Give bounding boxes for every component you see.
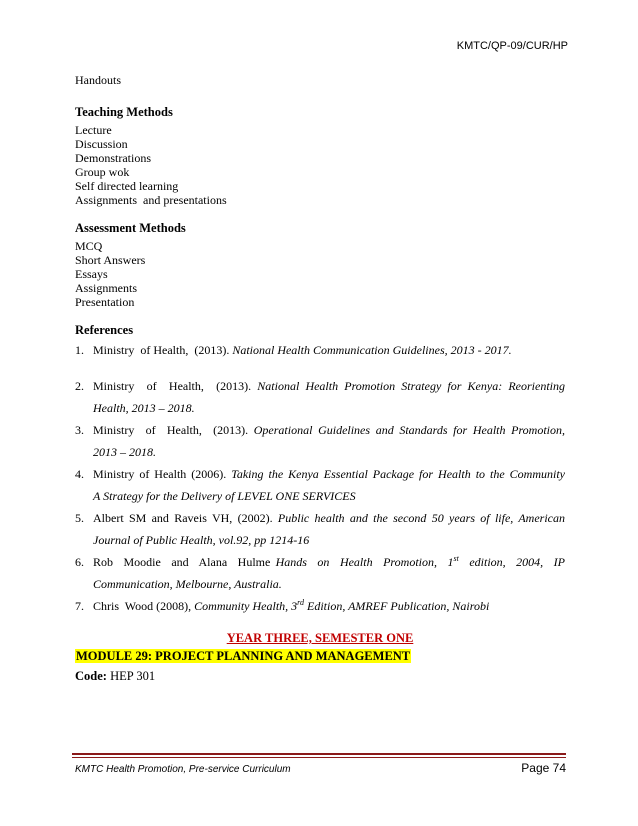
reference-item: 2. Ministry of Health, (2013). National Health Promotion Strategy for Kenya: Reorienting Health, 2013 – 2018.: [75, 379, 565, 415]
page-content: [75, 73, 565, 683]
list-item: Essays: [75, 267, 108, 281]
reference-item: 4. Ministry of Health (2006). Taking the Kenya Essential Package for Health to the Community A Strategy for the Delivery of LEVEL ONE SERVICES: [75, 467, 566, 503]
page-number: Page 74: [521, 761, 566, 775]
list-item: Assignments and presentations: [75, 193, 227, 207]
teaching-methods-heading: Teaching Methods: [75, 105, 173, 119]
list-item: Presentation: [75, 295, 135, 309]
references-heading: References: [75, 323, 134, 337]
list-item: Short Answers: [75, 253, 146, 267]
footer-title: KMTC Health Promotion, Pre-service Curriculum: [75, 764, 291, 775]
footer-divider: [72, 753, 566, 755]
list-item: MCQ: [75, 239, 103, 253]
handouts-text: Handouts: [75, 73, 121, 87]
module-title: MODULE 29: PROJECT PLANNING AND MANAGEMENT: [76, 649, 411, 663]
semester-heading: YEAR THREE, SEMESTER ONE: [226, 631, 414, 645]
teaching-methods-list: [75, 123, 565, 207]
assessment-methods-list: [75, 239, 565, 309]
list-item: Demonstrations: [75, 151, 151, 165]
reference-item: 1. Ministry of Health, (2013). National Health Communication Guidelines, 2013 - 2017.: [75, 343, 512, 357]
document-code: KMTC/QP-09/CUR/HP: [456, 40, 568, 52]
list-item: Self directed learning: [75, 179, 179, 193]
list-item: Discussion: [75, 137, 128, 151]
reference-item: 7. Chris Wood (2008), Community Health, 3rd Edition, AMREF Publication, Nairobi: [75, 598, 490, 613]
footer-divider-thin: [72, 757, 566, 758]
reference-item: 6. Rob Moodie and Alana Hulme Hands on Health Promotion, 1st edition, 2004, IP Communication, Melbourne, Australia.: [75, 554, 566, 591]
reference-item: 5. Albert SM and Raveis VH, (2002). Public health and the second 50 years of life, American Journal of Public Health, vol.92, pp 1214-16: [75, 511, 566, 547]
list-item: Group wok: [75, 165, 130, 179]
reference-item: 3. Ministry of Health, (2013). Operational Guidelines and Standards for Health Promotion, 2013 – 2018.: [75, 423, 566, 459]
list-item: Lecture: [75, 123, 112, 137]
assessment-methods-heading: Assessment Methods: [75, 221, 186, 235]
module-code: Code: HEP 301: [75, 669, 156, 683]
list-item: Assignments: [75, 281, 138, 295]
